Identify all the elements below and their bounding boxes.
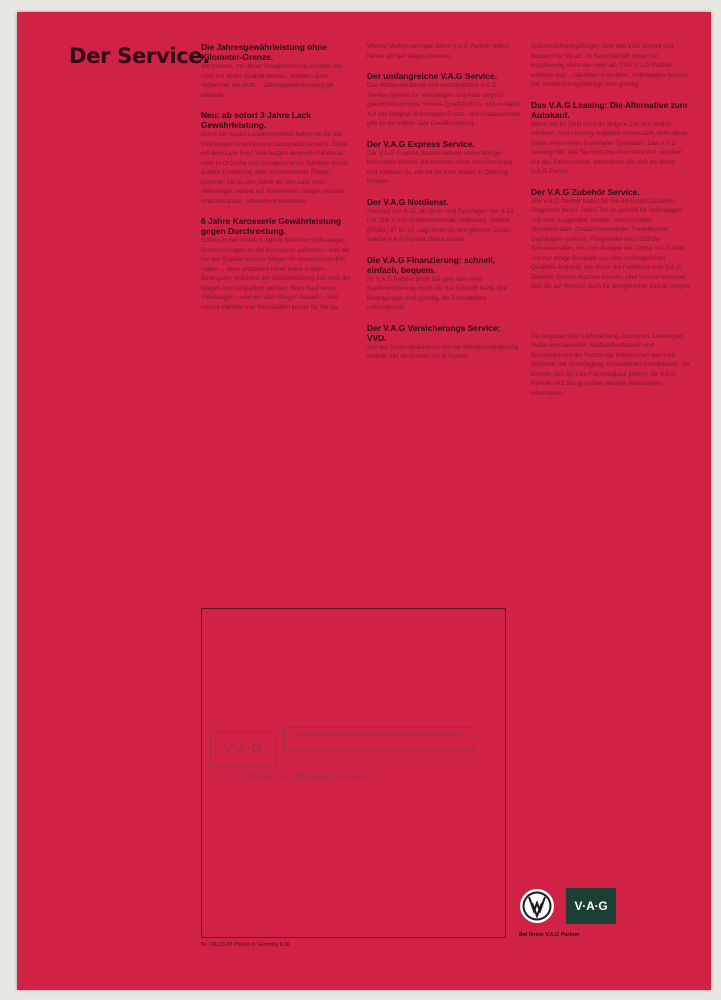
- section-heading: Der V.A.G Express Service.: [367, 138, 475, 149]
- print-note: Nr. 190.23.40 Printed in Germany 8.86: [201, 942, 290, 948]
- text-column-3: [531, 42, 691, 408]
- section-body: Die Angaben über Lieferumfang, Aussehen, Leistungen, Maße und Gewichte, Kraftstoffverbrauch und Betriebskosten der Fahrzeuge entsprechen den zum Zeitpunkt der Drucklegung vorhandenen Kenntnissen. Sie können sich bis zum Fahrzeugkauf ändern. Ihr V.A.G Partner wird Sie gern über etwaige Änderungen informieren.: [531, 332, 690, 397]
- dealer-stamp-box: [201, 608, 506, 938]
- logo-caption: Bei Ihrem V.A.G Partner: [519, 932, 580, 938]
- section-body: Der V.A.G Express Service behebt kleine Mängel besonders schnell. Sie kommen ohne Voranmeldung und schauen zu, wie wir Ihr Auto wieder in Ordnung bringen.: [367, 149, 512, 185]
- section-express-service: [367, 139, 521, 187]
- section-paint-warranty: [201, 110, 355, 206]
- section-continuation: [367, 42, 521, 61]
- vw-logo-icon: [519, 888, 555, 924]
- section-heading: Der V.A.G Notdienst.: [367, 196, 449, 207]
- section-vag-service: [367, 71, 521, 129]
- section-annual-warranty: [201, 42, 355, 100]
- text-column-2: [367, 42, 521, 372]
- section-heading: 6 Jahre Karosserie Gewährleistung gegen Durchrostung.: [201, 216, 342, 236]
- page-title: Der Service.: [69, 44, 211, 68]
- stamp-address-box: [284, 727, 474, 751]
- brochure-back-cover: [17, 12, 711, 990]
- section-body: Welche Verbesserungen diese V.A.G Partner liefern, haben wir hier aufgeschrieben.: [367, 43, 511, 60]
- section-body: Von der Deckungskarte bis hin zur Schadenregulierung wickeln alle deutschen V.A.G Partner: [367, 343, 519, 360]
- section-body: Autoversicherungsfragen über den VVD schnell und bequem für Sie ab. Im Kaskofall hilft Ihnen zur Regulierung eines der mehr als 7000 V.A.G Partner – weltweit und ... nächsten Inspektion, Volkswagen-Service. Die Versicherungsbeiträge sind günstig.: [531, 43, 690, 88]
- stamp-logo: V·A·G: [210, 731, 276, 767]
- section-body: Das flächendeckende und wirtschaftliche V.A.G Service-System für Volkswagen und Audi sorgt für gleichbleibend gute Service-Qualität im In- und Ausland. Auf alle Original Volkswagen Ersatz- und Austauschteile gibt es ein halbes Jahr Gewährleistung.: [367, 82, 521, 127]
- section-accessories: [531, 187, 691, 292]
- section-heading: Das V.A.G Leasing: Die Alternative zum Autokauf.: [531, 99, 688, 120]
- text-column-1: [201, 42, 355, 322]
- section-leasing: [531, 100, 691, 177]
- stamp-tagline: Ihr V.A.G Partner für Volkswagen und Audi: [212, 771, 370, 781]
- section-body: Sonntag von 9-15, an Sonn- und Feiertagen von 9-13 Uhr. Die V.A.G Notdienstzentrale Wolfsburg, Telefon (05361) 97 50 50, sagt Ihnen zu den gleichen Zeiten, welche V.A.G Partner Dienst haben.: [367, 207, 514, 243]
- section-body: Alle V.A.G Partner halten für Sie ein breites Zubehör-Programm bereit. Jedes Teil ist speziell für Volkswagen und Audi ausgewählt worden. Schutzmatten, Sportlenkräder, Zusatzscheinwerfer, Feuerlöscher, Dachträger-systeme, Pflegemittel und nützliche Reiseutensilien, wie zum Beispiel der Große V.A.G Atlas und nur einige Beispiele aus dem umfangreichen Qualitäts-Angebot, das Ihnen die Fachleute vom V.A.G Zubehör Service machen können. Und Service bedeutet, daß die auf Wunsch auch für fachgerechte Einbau sorgen.: [531, 197, 691, 290]
- section-heading: Die Jahresgewährleistung ohne Kilometer-Grenze.: [201, 42, 328, 62]
- section-emergency-service: [367, 197, 521, 245]
- section-heading: Der V.A.G Zubehör Service.: [531, 186, 640, 197]
- section-body: Durch ein neues Lackierverfahren haben wir für alle Volkswagen eine bessere Lackqualität erreicht. Sollte mit dem Lack Ihres Volkswagen dennoch mal etwas nicht in Ordnung sein (ausgenommen Schäden durch äußere Einwirkung oder unzureichende Pflege), kommen Sie zu uns, damit wir den Lack Ihres Volkswagen wieder auf Vordermann bringen können. Unbürokratisch, schnell und kostenlos.: [201, 131, 348, 205]
- section-disclaimer: [531, 332, 691, 399]
- section-body: Ihr V.A.G Partner berät Sie gern über eine Kauferleichterung durch die V.A.G Kredit Bank. Die Bedingungen sind günstig, die Formalitäten unkompliziert.: [367, 275, 507, 311]
- section-insurance: [367, 323, 521, 362]
- section-body: Wenn Sie Ihr Geld nicht an längere Zeit fest binden möchten, sind Leasing-Angebote interessant, denn diese bieten Ihnen einen finanziellen Spielraum. Das V.A.G Leasing hilft, daß Sie nicht das Auto bezahlen, sondern nur das Fahren damit. Informieren Sie sich bei Ihrem V.A.G Partner.: [531, 120, 688, 175]
- vag-logo-icon: V·A·G: [566, 888, 616, 924]
- section-body: Sollten in den ersten 6 Jahren bei Ihrem Volkswagen Durchrostungen an der Karosserie auftreten – was wir bei der Qualität unserer Wagen für unwahrscheinlich halten –, dann entstehen Ihnen keine Kosten. Bedingung: Während der Gewährleistung zeit muß der Wagen normal gepflegt werden. Beim Kauf eines Volkswagen – und vor allen Dingen danach – sind unsere Händler und Werkstätten immer für Sie da.: [201, 237, 351, 311]
- section-heading: Der umfangreiche V.A.G Service.: [367, 71, 498, 81]
- section-heading: Der V.A.G Versicherungs Service: VVD.: [367, 322, 501, 343]
- section-continuation: [531, 42, 691, 90]
- section-heading: Neu: ab sofort 3 Jahre Lack Gewährleistung.: [201, 110, 311, 130]
- section-heading: Die V.A.G Finanzierung: schnell, einfach, bequem.: [367, 254, 496, 275]
- section-financing: [367, 255, 521, 313]
- section-body: Wir meinen, mit dieser Gewährleistung erhalten Sie nicht nur einen Qualitätsbeweis, sondern auch Sicherheit, die nicht ... Jahresgewährleistung gilt weltweit.: [201, 63, 342, 99]
- section-rust-warranty: [201, 216, 355, 312]
- brand-logos: [519, 884, 669, 938]
- dealer-stamp: [210, 727, 474, 781]
